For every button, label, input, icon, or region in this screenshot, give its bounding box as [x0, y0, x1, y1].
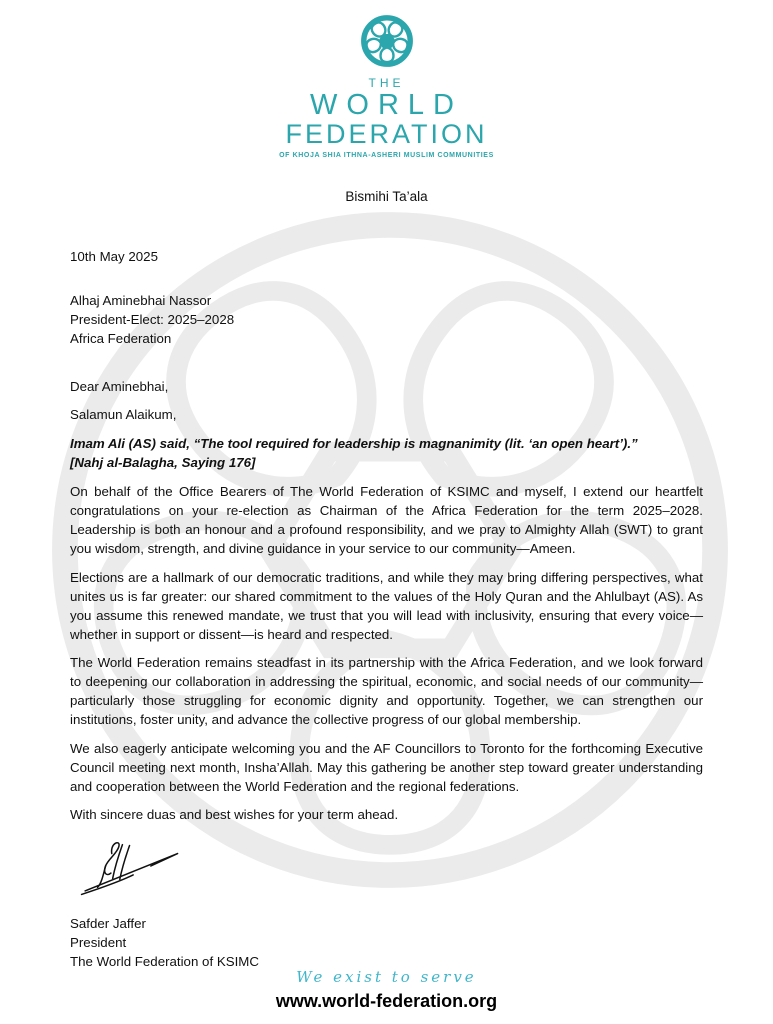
salutation: Dear Aminebhai,: [70, 379, 169, 394]
closing-line: With sincere duas and best wishes for your term ahead.: [70, 807, 399, 822]
logo-word-world: WORLD: [310, 89, 463, 121]
paragraph-partnership: The World Federation remains steadfast in its partnership with the Africa Federation, and we look forward to deepening our collaboration in addressing the spiritual, economic, and social needs of our community—particularly those struggling for economic dignity and opportunity. Together, we can strengthen our institutions, foster unity, and advance the collective progress of our global membership.: [70, 655, 703, 727]
paragraph-toronto-meeting: We also eagerly anticipate welcoming you and the AF Councillors to Toronto for the forthcoming Executive Council meeting next month, Insha’Allah. May this gathering be another step toward greater understanding and cooperation between the World Federation and the regional federations.: [70, 740, 703, 794]
letterhead: [70, 14, 703, 159]
signatory-org: The World Federation of KSIMC: [70, 953, 259, 969]
quote-source: [Nahj al-Balagha, Saying 176]: [70, 455, 256, 470]
paragraph-congratulations: On behalf of the Office Bearers of The World Federation of KSIMC and myself, I extend our heartfelt congratulations on your re-election as Chairman of the Africa Federation for the term 2025–2028. Leadership is both an honour and a profound responsibility, and we pray to Almighty Allah (SWT) to grant you wisdom, strength, and divine guidance in your service to our community—Ameen.: [70, 484, 703, 556]
recipient-block: [70, 291, 703, 348]
logo-word-federation: FEDERATION: [285, 119, 488, 149]
letter-body: [70, 482, 703, 824]
recipient-org: Africa Federation: [70, 331, 172, 346]
signature-image: [70, 834, 703, 900]
paragraph-elections: Elections are a hallmark of our democratic traditions, and while they may bring differing perspectives, what unites us is far greater: our shared commitment to the values of the Holy Quran and the Ahlulbayt (AS). As you assume this renewed mandate, we trust that you will lead with inclusivity, ensuring that every voice—whether in support or dissent—is heard and respected.: [70, 569, 703, 642]
website-url: www.world-federation.org: [275, 991, 498, 1011]
signatory-name: Safder Jaffer: [70, 915, 146, 931]
recipient-title: President-Elect: 2025–2028: [70, 312, 235, 327]
quote-text: Imam Ali (AS) said, “The tool required for leadership is magnanimity (lit. ‘an open heart’).”: [70, 436, 638, 451]
invocation-line: Bismihi Ta’ala: [345, 189, 428, 204]
signature-scribble-icon: [70, 834, 198, 898]
world-federation-emblem-icon: [360, 14, 414, 68]
signoff-block: [70, 914, 703, 971]
page-footer: [0, 968, 773, 1012]
logo-tagline: OF KHOJA SHIA ITHNA-ASHERI MUSLIM COMMUNITIES: [279, 152, 494, 159]
greeting: Salamun Alaikum,: [70, 407, 177, 422]
logo-word-the: THE: [368, 76, 405, 90]
recipient-name: Alhaj Aminebhai Nassor: [70, 293, 212, 308]
quote-block: [70, 434, 703, 472]
signatory-title: President: [70, 934, 127, 950]
letter-date: 10th May 2025: [70, 249, 158, 264]
motto-text: We exist to serve: [296, 968, 477, 986]
